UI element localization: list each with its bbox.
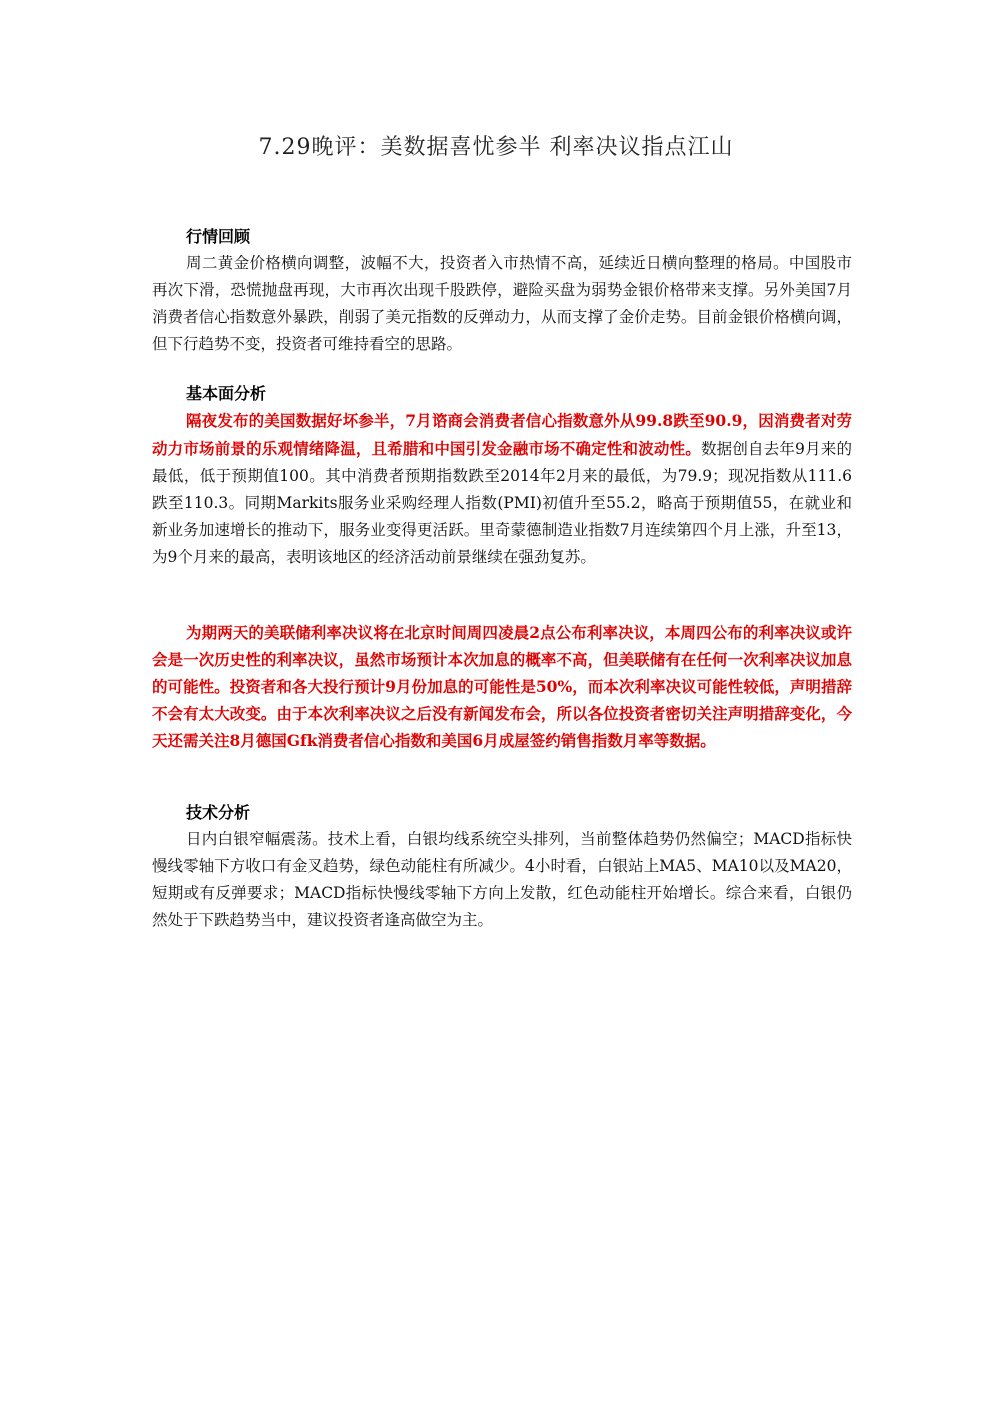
fundamental-body-text: 数据创自去年9月来的最低，低于预期值100。其中消费者预期指数跌至2014年2月来的最低，为79.9；现况指数从111.6跌至110.3。同期Markits服务业采购经理人指数(PMI)初值升至55.2，略高于预期值55，在就业和新业务加速增长的推动下，服务业变得更活跃。里奇蒙德制造业指数7月连续第四个月上涨，升至13，为9个月来的最高，表明该地区的经济活动前景继续在强劲复苏。 (152, 440, 852, 566)
technical-analysis-paragraph: 日内白银窄幅震荡。技术上看，白银均线系统空头排列，当前整体趋势仍然偏空；MACD指标快慢线零轴下方收口有金叉趋势，绿色动能柱有所减少。4小时看，白银站上MA5、MA10以及MA20，短期或有反弹要求；MACD指标快慢线零轴下方向上发散，红色动能柱开始增长。综合来看，白银仍然处于下跌趋势当中，建议投资者逢高做空为主。 (152, 830, 852, 929)
market-review-heading: 行情回顾 (186, 227, 251, 246)
fundamental-analysis-heading: 基本面分析 (186, 384, 267, 403)
fed-decision-section (152, 619, 852, 754)
technical-analysis-section (152, 800, 852, 934)
fed-decision-paragraph: 为期两天的美联储利率决议将在北京时间周四凌晨2点公布利率决议，本周四公布的利率决议或许会是一次历史性的利率决议，虽然市场预计本次加息的概率不高，但美联储有在任何一次利率决议加息的可能性。投资者和各大投行预计9月份加息的可能性是50%，而本次利率决议可能性较低，声明措辞不会有太大改变。由于本次利率决议之后没有新闻发布会，所以各位投资者密切关注声明措辞变化，今天还需关注8月德国Gfk消费者信心指数和美国6月成屋签约销售指数月率等数据。 (152, 623, 852, 750)
fundamental-analysis-section (152, 381, 852, 571)
technical-analysis-heading: 技术分析 (186, 803, 251, 822)
fundamental-analysis-paragraph (152, 407, 852, 571)
market-review-paragraph: 周二黄金价格横向调整，波幅不大，投资者入市热情不高，延续近日横向整理的格局。中国股市再次下滑，恐慌抛盘再现，大市再次出现千股跌停，避险买盘为弱势金银价格带来支撑。另外美国7月消费者信心指数意外暴跌，削弱了美元指数的反弹动力，从而支撑了金价走势。目前金银价格横向调，但下行趋势不变，投资者可维持看空的思路。 (152, 254, 852, 353)
page-title: 7.29晚评：美数据喜忧参半 利率决议指点江山 (258, 135, 734, 160)
market-review-section (152, 224, 852, 358)
fundamental-highlight-text: 隔夜发布的美国数据好坏参半，7月谘商会消费者信心指数意外从99.8跌至90.9，因消费者对劳动力市场前景的乐观情绪降温，且希腊和中国引发金融市场不确定性和波动性。 (152, 411, 852, 458)
